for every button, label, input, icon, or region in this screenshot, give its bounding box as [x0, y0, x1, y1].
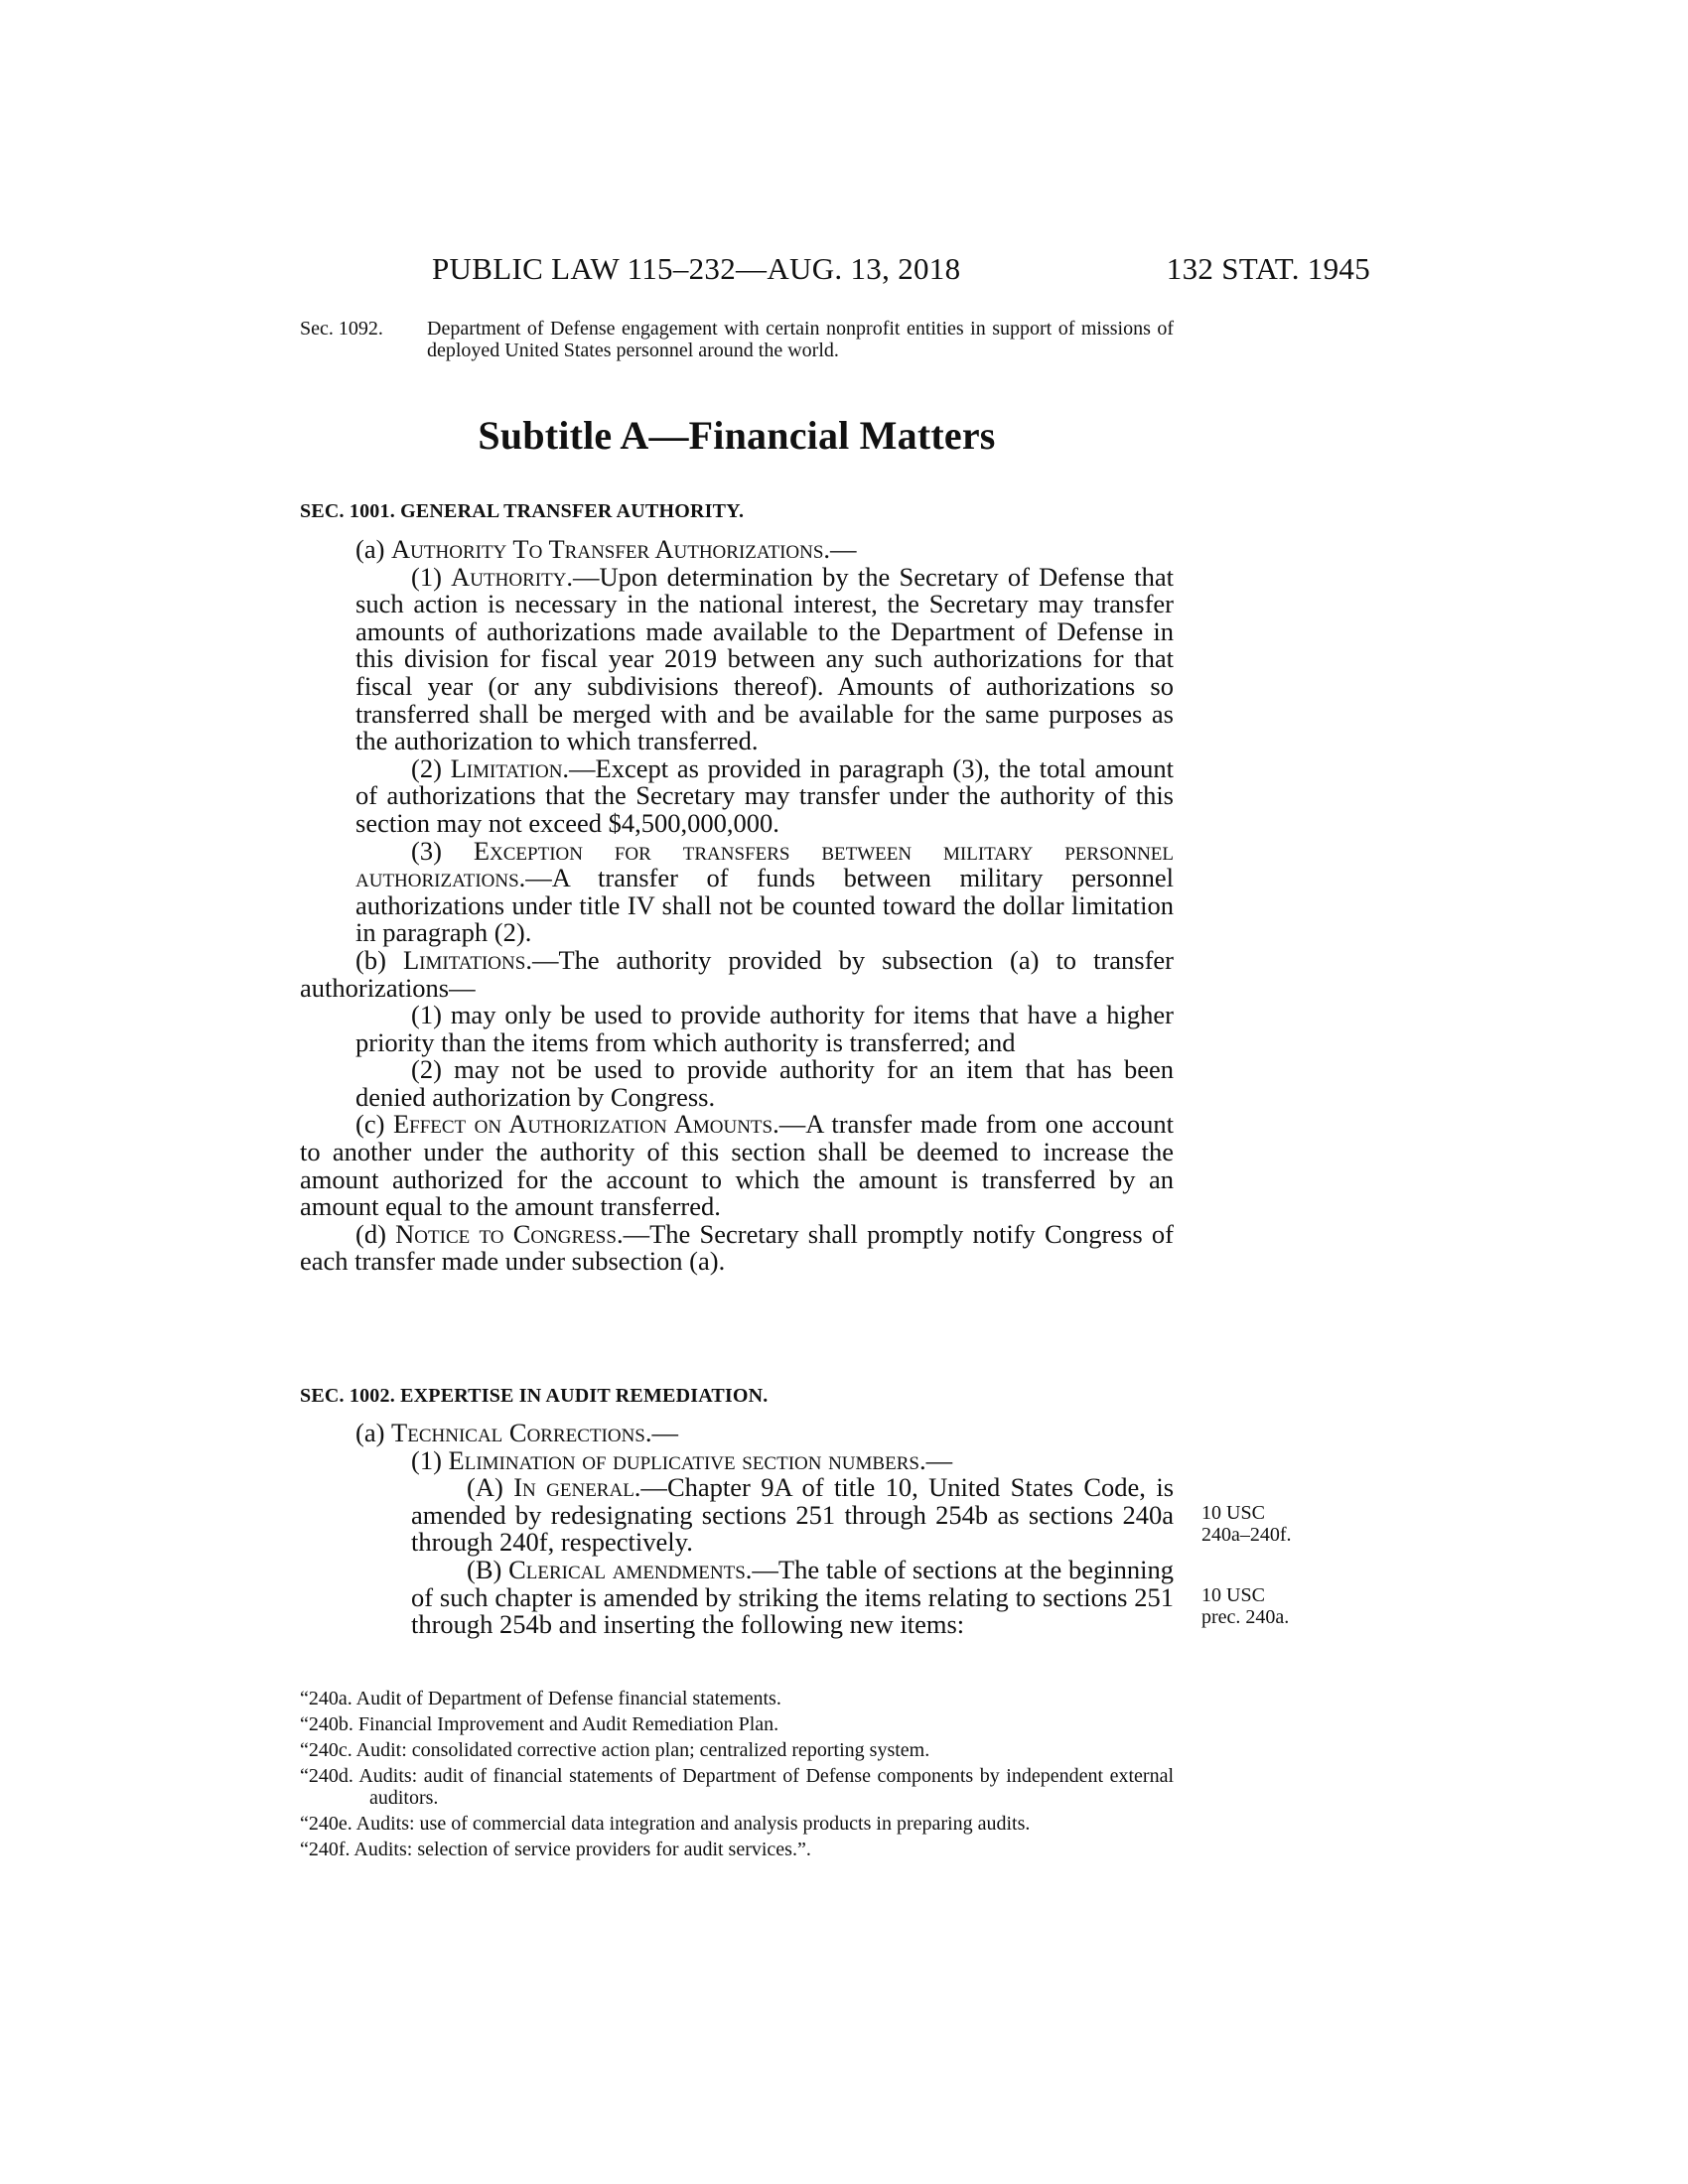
subsection-d-label: (d) [355, 1218, 386, 1249]
paragraph-a1-label: (1) [411, 561, 442, 592]
sec1002-paragraph-1-caption: Elimination of duplicative section numbers.— [448, 1444, 953, 1475]
margin-citation-1-line2: 240a–240f. [1201, 1524, 1292, 1546]
subsection-c-label: (c) [355, 1109, 385, 1140]
statute-page-number: 132 STAT. 1945 [1166, 251, 1370, 286]
subparagraph-A-text: Chapter 9A of title 10, United States Code, is amended by redesignating sections 251 through 254b as sections 240a through 240f, respectively. [411, 1472, 1175, 1558]
law-title: PUBLIC LAW 115–232—AUG. 13, 2018 [432, 251, 961, 286]
section-item: “240e. Audits: use of commercial data integration and analysis products in preparing audits. [300, 1813, 1031, 1835]
paragraph-a2-text: Except as provided in paragraph (3), the total amount of authorizations that the Secretary may transfer under the authority of this section may not exceed $4,500,000,000. [355, 752, 1174, 838]
section-1001-body [300, 536, 1174, 1276]
subsection-a-caption: Authority To Transfer Authorizations.— [391, 534, 857, 564]
paragraph-b2: (2) may not be used to provide authority for an item that has been denied authorization by Congress. [355, 1054, 1174, 1112]
subparagraph-B-text: The table of sections at the beginning of such chapter is amended by striking the items relating to sections 251 through 254b and inserting the following new items: [411, 1554, 1175, 1640]
paragraph-a3-label: (3) [411, 835, 442, 866]
toc-section-text: Department of Defense engagement with certain nonprofit entities in support of missions of deployed United States personnel around the world. [427, 318, 1174, 361]
section-item: “240b. Financial Improvement and Audit Remediation Plan. [300, 1713, 779, 1735]
sec1002-paragraph-1-heading [300, 1444, 1174, 1475]
section-1002-heading: SEC. 1002. EXPERTISE IN AUDIT REMEDIATION. [300, 1385, 769, 1407]
sec1002-paragraph-1-label: (1) [411, 1444, 442, 1475]
subparagraph-B-caption: Clerical amendments.— [508, 1554, 778, 1584]
paragraph-a1-text: Upon determination by the Secretary of Defense that such action is necessary in the national interest, the Secretary may transfer amounts of authorizations made available to the Department of Defense in this division for fiscal year 2019 between any such authorizations for that fiscal year (or any subdivisions thereof). Amounts of authorizations so transferred shall be merged with and be available for the same purposes as the authorization to which transferred. [355, 561, 1174, 756]
paragraph-a3 [300, 835, 1175, 948]
subparagraph-A [300, 1474, 1174, 1557]
subparagraph-B-label: (B) [467, 1554, 502, 1584]
paragraph-a2-caption: Limitation.— [450, 752, 596, 783]
subsection-d-caption: Notice to Congress.— [395, 1218, 650, 1249]
subsection-a-label: (a) [355, 534, 385, 564]
subsection-b [300, 944, 1174, 1003]
subparagraph-A-caption: In general.— [513, 1472, 667, 1503]
subsection-c [300, 1111, 1174, 1220]
margin-citation-1-line1: 10 USC [1201, 1502, 1265, 1524]
paragraph-b1: (1) may only be used to provide authority for items that have a higher priority than the items from which authority is transferred; and [355, 1000, 1174, 1057]
subsection-c-text: A transfer made from one account to another under the authority of this section shall be deemed to increase the amount authorized for the account to which the amount is transferred by an amount equal to the amount transferred. [300, 1109, 1174, 1222]
margin-citation-2-line2: prec. 240a. [1201, 1606, 1290, 1628]
subparagraph-B [300, 1554, 1175, 1640]
subsection-d [300, 1218, 1174, 1277]
sec1002-subsection-a-heading [300, 1420, 1174, 1447]
paragraph-a1-caption: Authority.— [451, 561, 600, 592]
subsection-a-heading [300, 536, 1174, 564]
toc-section-number: Sec. 1092. [300, 318, 383, 340]
subsection-c-caption: Effect on Authorization Amounts.— [392, 1109, 806, 1140]
subsection-b-text: The authority provided by subsection (a) to transfer authorizations— [300, 944, 1174, 1003]
subsection-d-text: The Secretary shall promptly notify Congress of each transfer made under subsection (a). [300, 1218, 1174, 1277]
paragraph-a3-caption: Exception for transfers between military personnel authorizations.— [355, 835, 1175, 893]
subsection-b-label: (b) [355, 944, 386, 975]
margin-citation-2 [1201, 1584, 1321, 1628]
subparagraph-A-label: (A) [467, 1472, 503, 1503]
section-1001-heading: SEC. 1001. GENERAL TRANSFER AUTHORITY. [300, 500, 745, 522]
paragraph-a3-text: A transfer of funds between military personnel authorizations under title IV shall not be counted toward the dollar limitation in paragraph (2). [355, 863, 1174, 948]
inserted-section-items [300, 1688, 1174, 1864]
table-of-contents-entry [300, 318, 1174, 361]
paragraph-a2 [300, 752, 1174, 838]
section-item: “240a. Audit of Department of Defense financial statements. [300, 1688, 781, 1709]
section-1002-body [300, 1420, 1174, 1639]
paragraph-a1 [300, 561, 1174, 756]
page-header [298, 251, 1370, 291]
sec1002-subsection-a-label: (a) [355, 1418, 385, 1447]
section-item: “240f. Audits: selection of service providers for audit services.”. [300, 1839, 811, 1860]
paragraph-a2-label: (2) [411, 752, 442, 783]
sec1002-subsection-a-caption: Technical Corrections.— [391, 1418, 678, 1447]
section-item: “240c. Audit: consolidated corrective action plan; centralized reporting system. [300, 1739, 930, 1761]
margin-citation-2-line1: 10 USC [1201, 1584, 1265, 1606]
section-item: “240d. Audits: audit of financial statements of Department of Defense components by independent external auditors. [300, 1765, 1174, 1809]
margin-citation-1 [1201, 1502, 1321, 1546]
subtitle-heading: Subtitle A—Financial Matters [478, 413, 996, 458]
subsection-b-caption: Limitations.— [402, 944, 559, 975]
